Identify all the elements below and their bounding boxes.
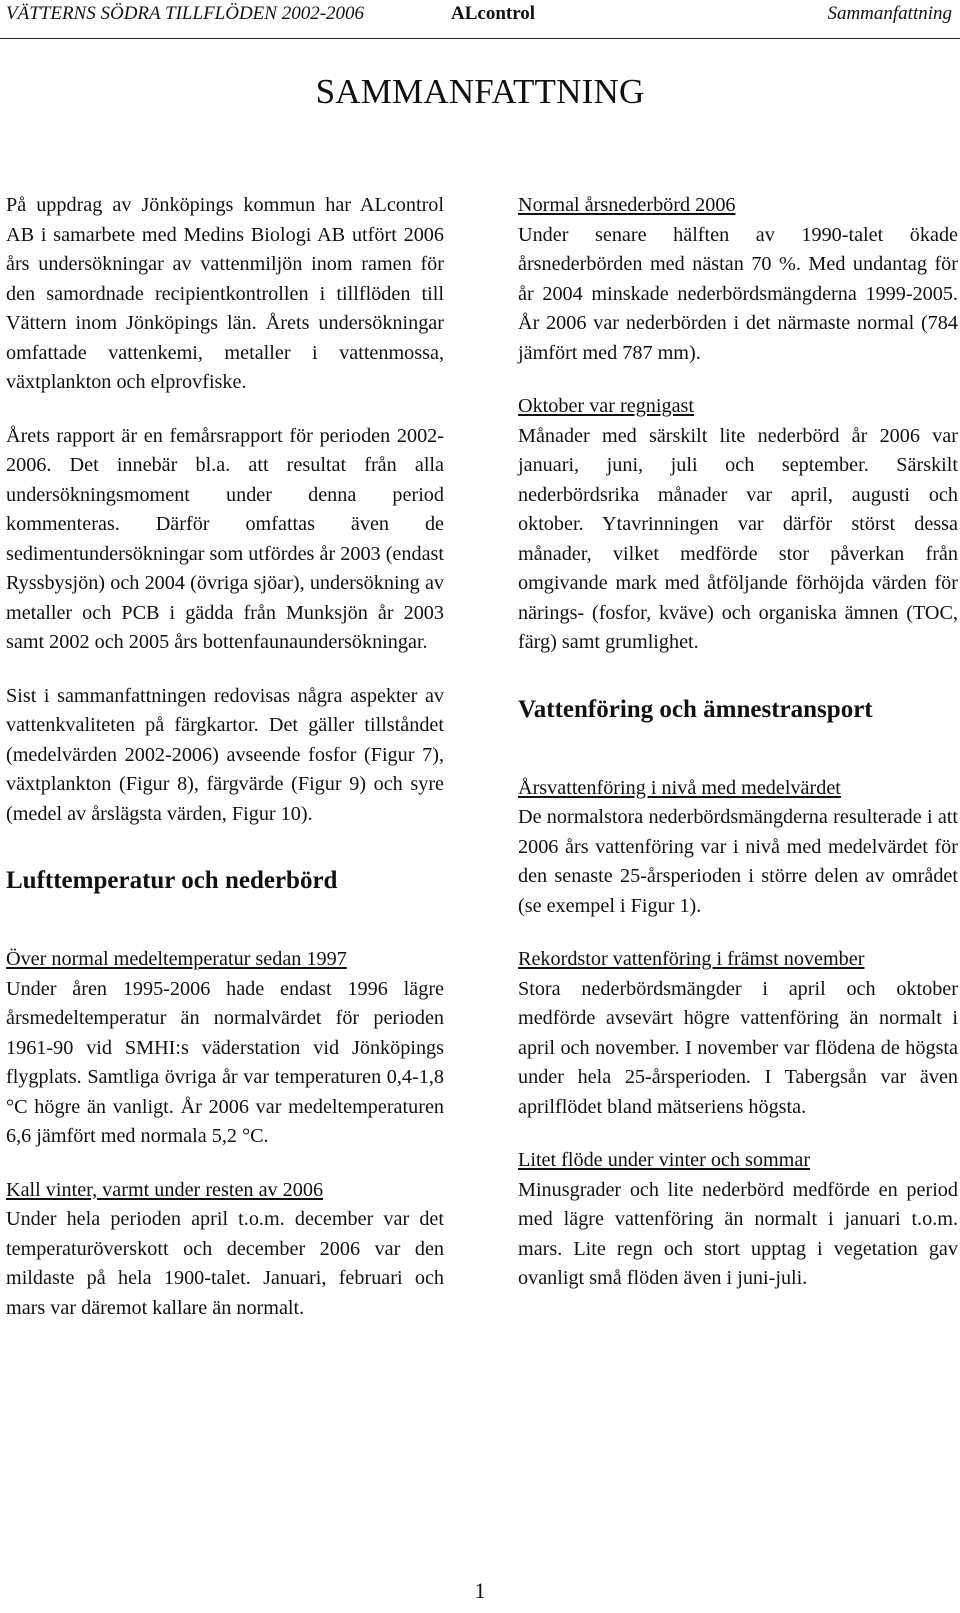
right-column (518, 191, 958, 1318)
subsection-october-rainiest (518, 392, 958, 658)
header-company: ALcontrol (451, 3, 536, 24)
subsection-temperature-above-normal (6, 945, 444, 1152)
subsection-cold-winter (6, 1176, 444, 1324)
subsection-record-flow (518, 945, 958, 1122)
subsection-annual-flow (518, 774, 958, 922)
subsection-text: Stora nederbördsmängder i april och oktober medförde avsevärt högre vattenföring än normalt i april och november. I november var flödena de högsta under hela 25-årsperioden. I Tabergsån var även aprilflödet bland mätseriens högsta. (518, 977, 958, 1118)
subsection-text: Under hela perioden april t.o.m. december var det temperaturöverskott och december 2006 var den mildaste på hela 1900-talet. Januari, februari och mars var däremot kallare än normalt. (6, 1208, 444, 1319)
subsection-heading: Kall vinter, varmt under resten av 2006 (6, 1178, 324, 1201)
section-heading-temperature: Lufttemperatur och nederbörd (6, 867, 338, 894)
subsection-text: Under senare hälften av 1990-talet ökade årsnederbörden med nästan 70 %. Med undantag för år 2004 minskade nederbördsmängderna 1999-2005. År 2006 var nederbörden i det närmaste normal (784 jämfört med 787 mm). (518, 223, 958, 364)
subsection-heading: Normal årsnederbörd 2006 (518, 194, 736, 216)
page-header (0, 0, 960, 38)
subsection-heading: Oktober var regnigast (518, 395, 695, 417)
intro-paragraph-3: Sist i sammanfattningen redovisas några aspekter av vattenkvaliteten på färgkartor. Det gäller tillståndet (medelvärden 2002-2006) avseende fosfor (Figur 7), växtplankton (Figur 8), färgvärde (Figur 9) och syre (medel av årslägsta värden, Figur 10). (6, 684, 444, 825)
subsection-low-flow (518, 1146, 958, 1294)
subsection-heading: Litet flöde under vinter och sommar (518, 1149, 811, 1171)
header-report-title: VÄTTERNS SÖDRA TILLFLÖDEN 2002-2006 (6, 3, 365, 24)
left-column (6, 191, 444, 1347)
header-section: Sammanfattning (827, 3, 952, 24)
intro-paragraph-1: På uppdrag av Jönköpings kommun har ALcontrol AB i samarbete med Medins Biologi AB utfört 2006 års undersökningar av vattenmiljön inom ramen för den samordnade recipientkontrollen i tillflöden till Vättern inom Jönköpings län. Årets undersökningar omfattade vattenkemi, metaller i vattenmossa, växtplankton och elprovfiske. (6, 194, 444, 393)
header-divider (0, 38, 960, 39)
subsection-heading: Årsvattenföring i nivå med medelvärdet (518, 776, 841, 799)
subsection-text: Minusgrader och lite nederbörd medförde en period med lägre vattenföring än normalt i januari t.o.m. mars. Lite regn och stort upptag i vegetation gav ovanligt små flöden även i juni-juli. (518, 1178, 958, 1289)
subsection-text: Månader med särskilt lite nederbörd år 2006 var januari, juni, juli och september. Särskilt nederbördsrika månader var april, augusti och oktober. Ytavrinningen var därför störst dessa månader, vilket medförde stor påverkan från omgivande mark med åtföljande förhöjda värden för närings- (fosfor, kväve) och organiska ämnen (TOC, färg) samt grumlighet. (518, 424, 958, 653)
subsection-text: De normalstora nederbördsmängderna resulterade i att 2006 års vattenföring var i nivå med medelvärdet för den senaste 25-årsperioden i större delen av området (se exempel i Figur 1). (518, 806, 958, 917)
page-number: 1 (474, 1578, 486, 1603)
page-title: SAMMANFATTNING (315, 72, 645, 111)
subsection-normal-precipitation (518, 191, 958, 368)
section-heading-water-flow: Vattenföring och ämnestransport (518, 695, 873, 723)
subsection-text: Under åren 1995-2006 hade endast 1996 lägre årsmedeltemperatur än normalvärdet för perioden 1961-90 vid SMHI:s väderstation vid Jönköpings flygplats. Samtliga övriga år var temperaturen 0,4-1,8 °C högre än vanligt. År 2006 var medeltemperaturen 6,6 jämfört med normala 5,2 °C. (6, 977, 444, 1147)
intro-paragraph-2: Årets rapport är en femårsrapport för perioden 2002-2006. Det innebär bl.a. att resultat från alla undersökningsmoment under denna period kommenteras. Därför omfattas även de sedimentundersökningar som utfördes år 2003 (endast Ryssbysjön) och 2004 (övriga sjöar), undersökning av metaller och PCB i gädda från Munksjön år 2003 samt 2002 och 2005 års bottenfaunaundersökningar. (6, 424, 444, 653)
subsection-heading: Över normal medeltemperatur sedan 1997 (6, 948, 347, 970)
subsection-heading: Rekordstor vattenföring i främst november (518, 948, 865, 970)
